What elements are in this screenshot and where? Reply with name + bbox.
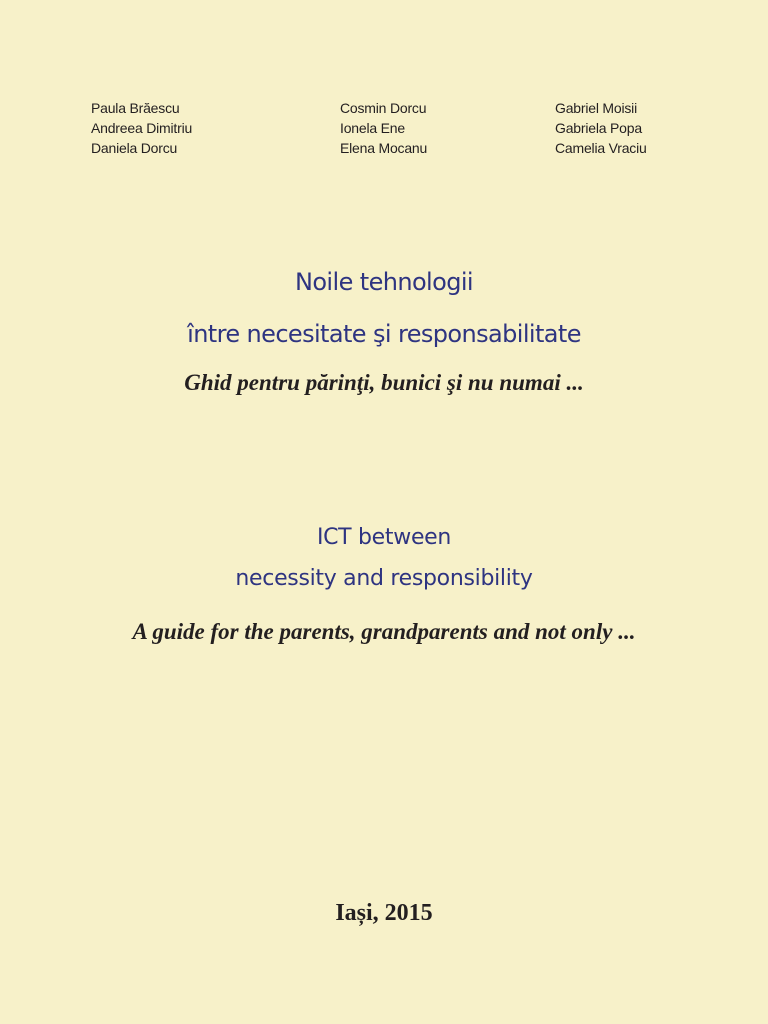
authors-column-3 <box>555 98 647 158</box>
romanian-subtitle: Ghid pentru părinţi, bunici şi nu numai ... <box>184 370 584 395</box>
author-name: Daniela Dorcu <box>91 140 178 156</box>
authors-column-1 <box>91 98 192 158</box>
author-name: Gabriel Moisii <box>555 100 637 116</box>
author-name: Elena Mocanu <box>340 140 428 156</box>
author-name: Ionela Ene <box>340 120 405 136</box>
author-name: Andreea Dimitriu <box>91 120 193 136</box>
author-name: Cosmin Dorcu <box>340 100 427 116</box>
english-title-line-2: necessity and responsibility <box>235 566 533 591</box>
author-name: Paula Brăescu <box>91 100 180 116</box>
romanian-title-line-2: între necesitate şi responsabilitate <box>187 320 581 348</box>
english-title-line-1: ICT between <box>316 525 452 550</box>
romanian-title-line-1: Noile tehnologii <box>295 268 473 296</box>
authors-column-2 <box>340 98 427 158</box>
author-name: Camelia Vraciu <box>555 140 647 156</box>
author-name: Gabriela Popa <box>555 120 642 136</box>
english-subtitle: A guide for the parents, grandparents and not only ... <box>132 619 636 644</box>
imprint-place-year: Iași, 2015 <box>335 900 433 926</box>
